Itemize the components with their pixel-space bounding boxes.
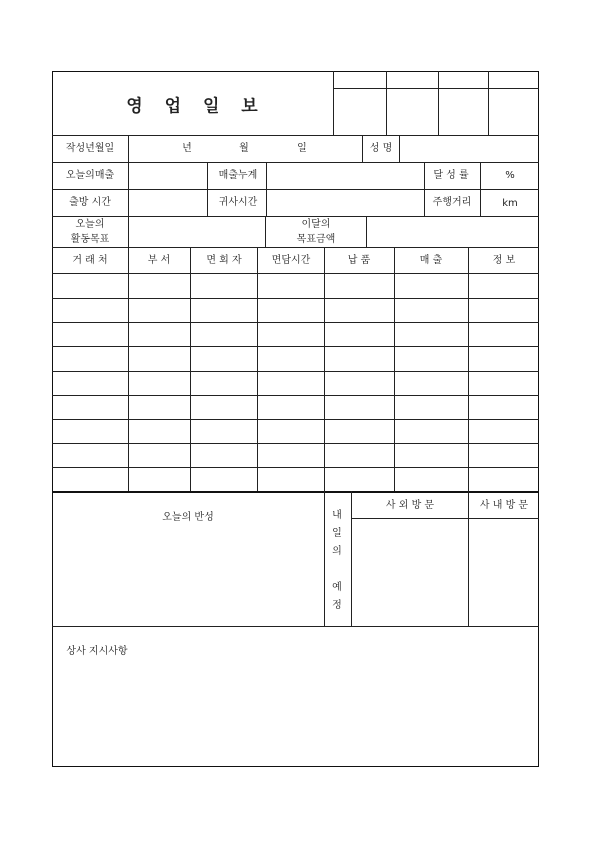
table-row: [52, 298, 539, 299]
table-col-line: [468, 247, 469, 491]
col-line: [128, 135, 129, 162]
plan-char: 예: [332, 582, 342, 593]
table-bottom-line: [52, 491, 539, 493]
section-col-line: [351, 491, 352, 626]
table-col-line: [257, 247, 258, 491]
date-label: 작성년월일: [65, 143, 115, 154]
distance-label: 주행거리: [432, 197, 472, 208]
name-label: 성 명: [369, 143, 393, 154]
today-sales-label: 오늘의매출: [65, 170, 115, 181]
instructions-label: 상사 지시사항: [66, 646, 128, 657]
table-row: [52, 395, 539, 396]
section-col-line: [468, 491, 469, 626]
month-target-label-line2: 목표금액: [296, 234, 336, 245]
col-header-delivery: 납 품: [347, 255, 371, 266]
percent-unit: %: [505, 170, 515, 181]
table-row: [52, 371, 539, 372]
plan-char: 일: [332, 528, 342, 539]
col-header-meeting-time: 면담시간: [271, 255, 311, 266]
col-header-sales: 매 출: [419, 255, 443, 266]
table-row: [52, 322, 539, 323]
row-line: [52, 162, 539, 163]
col-line: [366, 216, 367, 247]
row-line: [52, 247, 539, 248]
table-row: [52, 273, 539, 274]
row-line: [52, 189, 539, 190]
year-label: 년: [182, 143, 192, 154]
inside-visit-label: 사 내 방 문: [479, 500, 529, 511]
col-line: [265, 216, 266, 247]
approval-box-header-line: [333, 88, 539, 89]
table-col-line: [324, 247, 325, 491]
day-label: 일: [297, 143, 307, 154]
section-col-line: [324, 491, 325, 626]
table-row: [52, 346, 539, 347]
plan-char: [330, 564, 344, 576]
tomorrow-plan-label: [330, 510, 344, 612]
plan-char: 의: [332, 546, 342, 557]
col-header-contact: 면 회 자: [206, 255, 242, 266]
table-col-line: [394, 247, 395, 491]
cumulative-sales-label: 매출누계: [218, 170, 258, 181]
col-line: [128, 216, 129, 247]
visit-header-line: [351, 518, 539, 519]
return-time-label: 귀사시간: [218, 197, 258, 208]
departure-time-label: 출방 시간: [69, 197, 111, 208]
today-goal-label-line2: 활동목표: [70, 234, 110, 245]
col-header-department: 부 서: [147, 255, 171, 266]
plan-char: 정: [332, 600, 342, 611]
approval-box-left-border: [333, 71, 334, 135]
col-header-client: 거 래 처: [72, 255, 108, 266]
achievement-rate-label: 달 성 률: [433, 170, 469, 181]
reflection-title: 오늘의 반성: [162, 512, 214, 523]
km-unit: km: [502, 198, 518, 209]
form-title: 영 업 일 보: [126, 96, 266, 117]
table-col-line: [190, 247, 191, 491]
outside-visit-label: 사 외 방 문: [385, 500, 435, 511]
col-line: [362, 135, 363, 162]
approval-box-divider: [386, 71, 387, 135]
table-row: [52, 443, 539, 444]
row-line: [52, 216, 539, 217]
table-row: [52, 419, 539, 420]
month-target-label-line1: 이달의: [301, 219, 331, 230]
row-line: [52, 626, 539, 627]
row-line: [52, 135, 539, 136]
table-row: [52, 467, 539, 468]
table-col-line: [128, 247, 129, 491]
plan-char: 내: [332, 510, 342, 521]
month-label: 월: [239, 143, 249, 154]
col-header-info: 정 보: [492, 255, 516, 266]
today-goal-label-line1: 오늘의: [75, 219, 105, 230]
approval-box-divider: [438, 71, 439, 135]
col-line: [399, 135, 400, 162]
approval-box-divider: [488, 71, 489, 135]
